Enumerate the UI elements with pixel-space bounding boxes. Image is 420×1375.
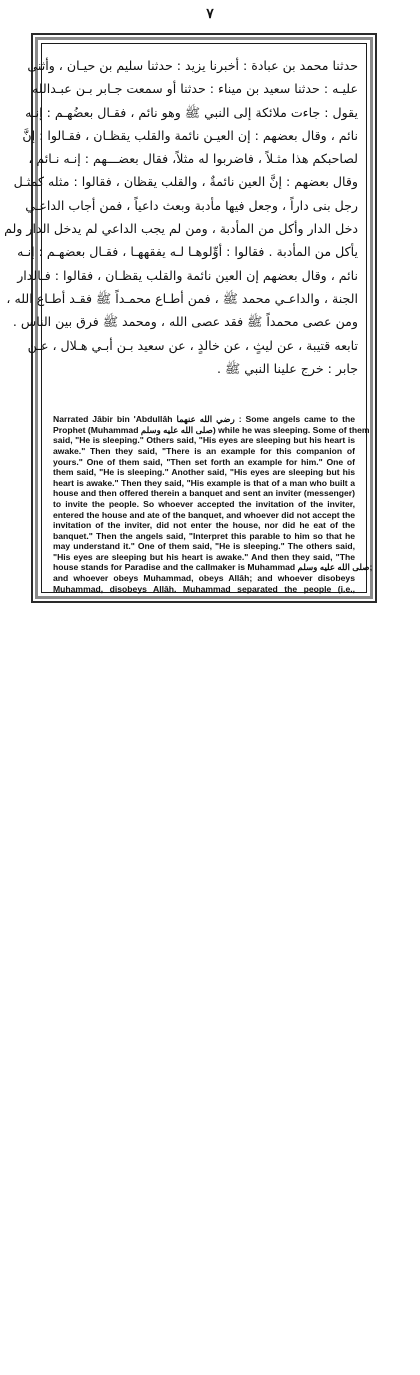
arabic-line: يقول : جاءت ملائكة إلى النبي ﷺ وهو نائم ، فقـال بعضُهـم : إنـه bbox=[25, 104, 358, 120]
arabic-line: نائم ، وقال بعضهم إن العين نائمة والقلب يقظـان ، فقالوا : فـالدار bbox=[17, 267, 358, 283]
arabic-line: وقال بعضهم : إنَّ العين نائمةٌ ، والقلب يقظان ، فقالوا : مثله كمثـل bbox=[13, 174, 358, 190]
english-line: and whoever obeys Muhammad, obeys Allâh; and whoever disobeys bbox=[53, 573, 355, 584]
arabic-line: يأكل من المأدبة . فقالوا : أوِّلوهـا لـه يفقههـا ، فقـال بعضهـم : إنـه bbox=[17, 244, 358, 260]
english-line: house and then offered therein a banquet and sent an inviter (messenger) bbox=[53, 488, 355, 499]
arabic-hadith-text bbox=[4, 54, 358, 380]
page-number: ٧ bbox=[206, 6, 214, 22]
english-line: said, "He is sleeping." Others said, "His eyes are sleeping but his heart is bbox=[53, 435, 355, 446]
text-frame bbox=[4, 33, 377, 603]
arabic-line: حدثنا محمد بن عبادة : أخبرنا يزيد : حدثنا سليم بن حيـان ، وأثنى bbox=[27, 58, 358, 73]
arabic-line: ومن عصى محمداً ﷺ فقد عصى الله ، ومحمد ﷺ فرق بين الناس . bbox=[12, 314, 358, 330]
english-line: heart is awake." Then they said, "His example is that of a man who built a bbox=[53, 477, 355, 488]
arabic-line: رجل بنى داراً ، وجعل فيها مأدبة وبعث داعياً ، فمن أجاب الداعـي bbox=[25, 197, 358, 213]
frame-border bbox=[4, 37, 373, 599]
english-line: invitation of the inviter, did not enter the house, nor did he eat of the bbox=[53, 520, 355, 531]
english-line: Muhammad, disobeys Allâh. Muhammad separated the people (i.e., bbox=[53, 583, 355, 594]
frame-content bbox=[4, 43, 373, 594]
english-line: may understand it." One of them said, "He is sleeping." The others said, bbox=[53, 541, 355, 552]
english-line: Narrated Jâbir bin 'Abdullâh رضي الله عنهما : Some angels came to the bbox=[53, 414, 356, 425]
english-line: house stands for Paradise and the callmaker is Muhammad صلى الله عليه وسلم; bbox=[53, 562, 373, 573]
arabic-line: عليـه : حدثنا سعيد بن ميناء : حدثنا أو سمعت جـابر بـن عبـدالله bbox=[31, 81, 358, 97]
english-line: entered the house and ate of the banquet, and whoever did not accept the bbox=[53, 509, 355, 520]
arabic-line: دخل الدار وأكل من المأدبة ، ومن لم يجب الداعي لم يدخل الدار ولم bbox=[4, 221, 358, 237]
arabic-line: نائم ، وقال بعضهم : إن العيـن نائمة والقلب يقظـان ، فقـالوا : إنَّ bbox=[22, 127, 358, 143]
arabic-line: لصاحبكم هذا مثـلاً ، فاضربوا له مثلاً، فقال بعضـــهم : إنـه نـائم ، bbox=[28, 151, 358, 167]
english-line: "His eyes are sleeping but his heart is awake." And then they said, "The bbox=[53, 551, 355, 562]
arabic-line: تابعه قتيبة ، عن ليثٍ ، عن خالدٍ ، عن سعيد بـن أبـي هـلال ، عـن bbox=[27, 337, 358, 353]
english-line: banquet." Then the angels said, "Interpret this parable to him so that he bbox=[53, 530, 355, 541]
english-line: them said, "He is sleeping." Another said, "His eyes are sleeping but his bbox=[53, 467, 355, 478]
english-line: to invite the people. So whoever accepted the invitation of the inviter, bbox=[53, 498, 355, 509]
english-line: awake." Then they said, "There is an example for this companion of bbox=[53, 445, 355, 456]
english-line: Prophet (Muhammad صلى الله عليه وسلم) while he was sleeping. Some of them bbox=[53, 424, 370, 435]
arabic-line: الجنة ، والداعـي محمد ﷺ ، فمن أطـاع محمـداً ﷺ فقـد أطـاع الله ، bbox=[6, 290, 358, 306]
english-translation bbox=[50, 414, 373, 594]
english-line: yours." One of them said, "Then set forth an example for him." One of bbox=[53, 456, 355, 467]
arabic-line: جابر : خرج علينا النبي ﷺ . bbox=[217, 360, 358, 376]
